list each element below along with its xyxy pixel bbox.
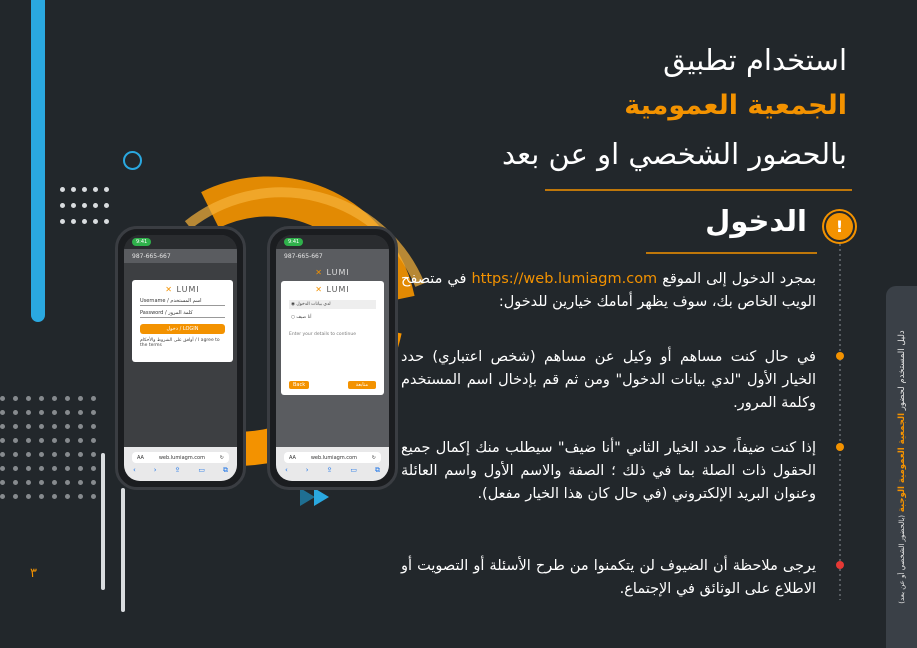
side-tab-text: دليل المستخدم لحضور الجمعية العمومية الوجبة (بالحضور الشخصي أو عن بعد) <box>896 330 907 604</box>
tabs-icon[interactable]: ⧉ <box>374 466 380 474</box>
text-size-icon[interactable]: AA <box>289 454 296 461</box>
terms-checkbox[interactable]: أوافق على الشروط والأحكام / I agree to the terms <box>140 338 220 348</box>
title-line-3: بالحضور الشخصي او عن بعد <box>502 137 847 171</box>
bullet-red <box>836 561 844 569</box>
lumi-url-link[interactable]: https://web.lumiagm.com <box>471 271 658 287</box>
status-time: 9:41 <box>284 238 303 246</box>
bullet-orange <box>836 443 844 451</box>
title-line-1: استخدام تطبيق <box>663 43 847 77</box>
page-number: ٣ <box>30 566 37 581</box>
phone-mockup-login <box>115 226 246 490</box>
bookmarks-icon[interactable]: ▭ <box>198 466 206 474</box>
browser-bottom-bar <box>276 447 389 481</box>
forward-icon[interactable]: › <box>153 466 157 474</box>
meeting-id: 987-665-667 <box>284 252 323 260</box>
username-field[interactable]: Username / اسم المستخدم <box>140 298 225 306</box>
paragraph-guest: إذا كنت ضيفاً، حدد الخيار الثاني "أنا ضيف" سيطلب منك إكمال جميع الحقول ذات الصلة بما في ذلك ؛ الصفة والاسم الأول واسم العائلة وعنوان البريد الإلكتروني (في حال كان هذا الخيار مفعل). <box>401 440 816 502</box>
paragraph-intro <box>401 268 816 314</box>
text-size-icon[interactable]: AA <box>137 454 144 461</box>
status-bar <box>276 235 389 249</box>
lumi-logo: ✕ LUMI <box>315 285 350 294</box>
status-bar <box>124 235 237 249</box>
dialog-note: Enter your details to continue <box>289 332 356 337</box>
back-icon[interactable]: ‹ <box>284 466 288 474</box>
address-text: web.lumiagm.com <box>310 454 357 461</box>
browser-nav <box>276 466 389 475</box>
forward-icon[interactable]: › <box>305 466 309 474</box>
section-heading: الدخول <box>705 204 807 238</box>
password-field[interactable]: Password / كلمة المرور <box>140 310 225 318</box>
meeting-id: 987-665-667 <box>132 252 171 260</box>
address-bar[interactable] <box>284 452 381 463</box>
login-button[interactable]: دخول / LOGIN <box>140 324 225 334</box>
lumi-logo: ✕ LUMI <box>165 285 200 294</box>
browser-bottom-bar <box>124 447 237 481</box>
address-bar[interactable] <box>132 452 229 463</box>
bullet-orange <box>836 352 844 360</box>
back-icon[interactable]: ‹ <box>132 466 136 474</box>
meeting-id-bar <box>124 249 237 263</box>
bookmarks-icon[interactable]: ▭ <box>350 466 358 474</box>
option-credentials[interactable]: ◉ لدي بيانات الدخول <box>289 300 376 309</box>
phone-screen <box>276 235 389 481</box>
side-tab <box>886 286 917 648</box>
option-guest[interactable]: ○ أنا ضيف <box>291 315 312 320</box>
share-icon[interactable]: ⇪ <box>326 466 333 474</box>
tabs-icon[interactable]: ⧉ <box>222 466 228 474</box>
login-options-dialog <box>281 281 384 395</box>
dialog-actions <box>289 381 376 389</box>
paragraph-note: يرجى ملاحظة أن الضيوف لن يتكمنوا من طرح الأسئلة أو التصويت أو الاطلاع على الوثائق في الإجتماع. <box>401 558 816 597</box>
login-card <box>132 280 233 362</box>
exclamation-icon: ! <box>826 213 853 240</box>
meeting-id-bar <box>276 249 389 263</box>
back-button[interactable]: Back <box>289 381 309 389</box>
intro-rest: في متصفح الويب الخاص بك، سوف يظهر أمامك خيارين للدخول: <box>401 271 816 310</box>
address-text: web.lumiagm.com <box>158 454 205 461</box>
continue-button[interactable]: متابعة <box>348 381 376 389</box>
lumi-logo-bg: ✕ LUMI <box>315 268 350 277</box>
reload-icon[interactable]: ↻ <box>371 454 376 461</box>
browser-nav <box>124 466 237 475</box>
share-icon[interactable]: ⇪ <box>174 466 181 474</box>
phone-screen <box>124 235 237 481</box>
intro-text: بمجرد الدخول إلى الموقع <box>662 271 817 287</box>
phone-mockup-options <box>267 226 398 490</box>
reload-icon[interactable]: ↻ <box>219 454 224 461</box>
status-time: 9:41 <box>132 238 151 246</box>
title-line-2: الجمعية العمومية <box>624 90 847 121</box>
paragraph-shareholder: في حال كنت مساهم أو وكيل عن مساهم (شخص اعتباري) حدد الخيار الأول "لدي بيانات الدخول" ومن ثم قم بإدخال اسم المستخدم وكلمة المرور. <box>401 349 816 411</box>
